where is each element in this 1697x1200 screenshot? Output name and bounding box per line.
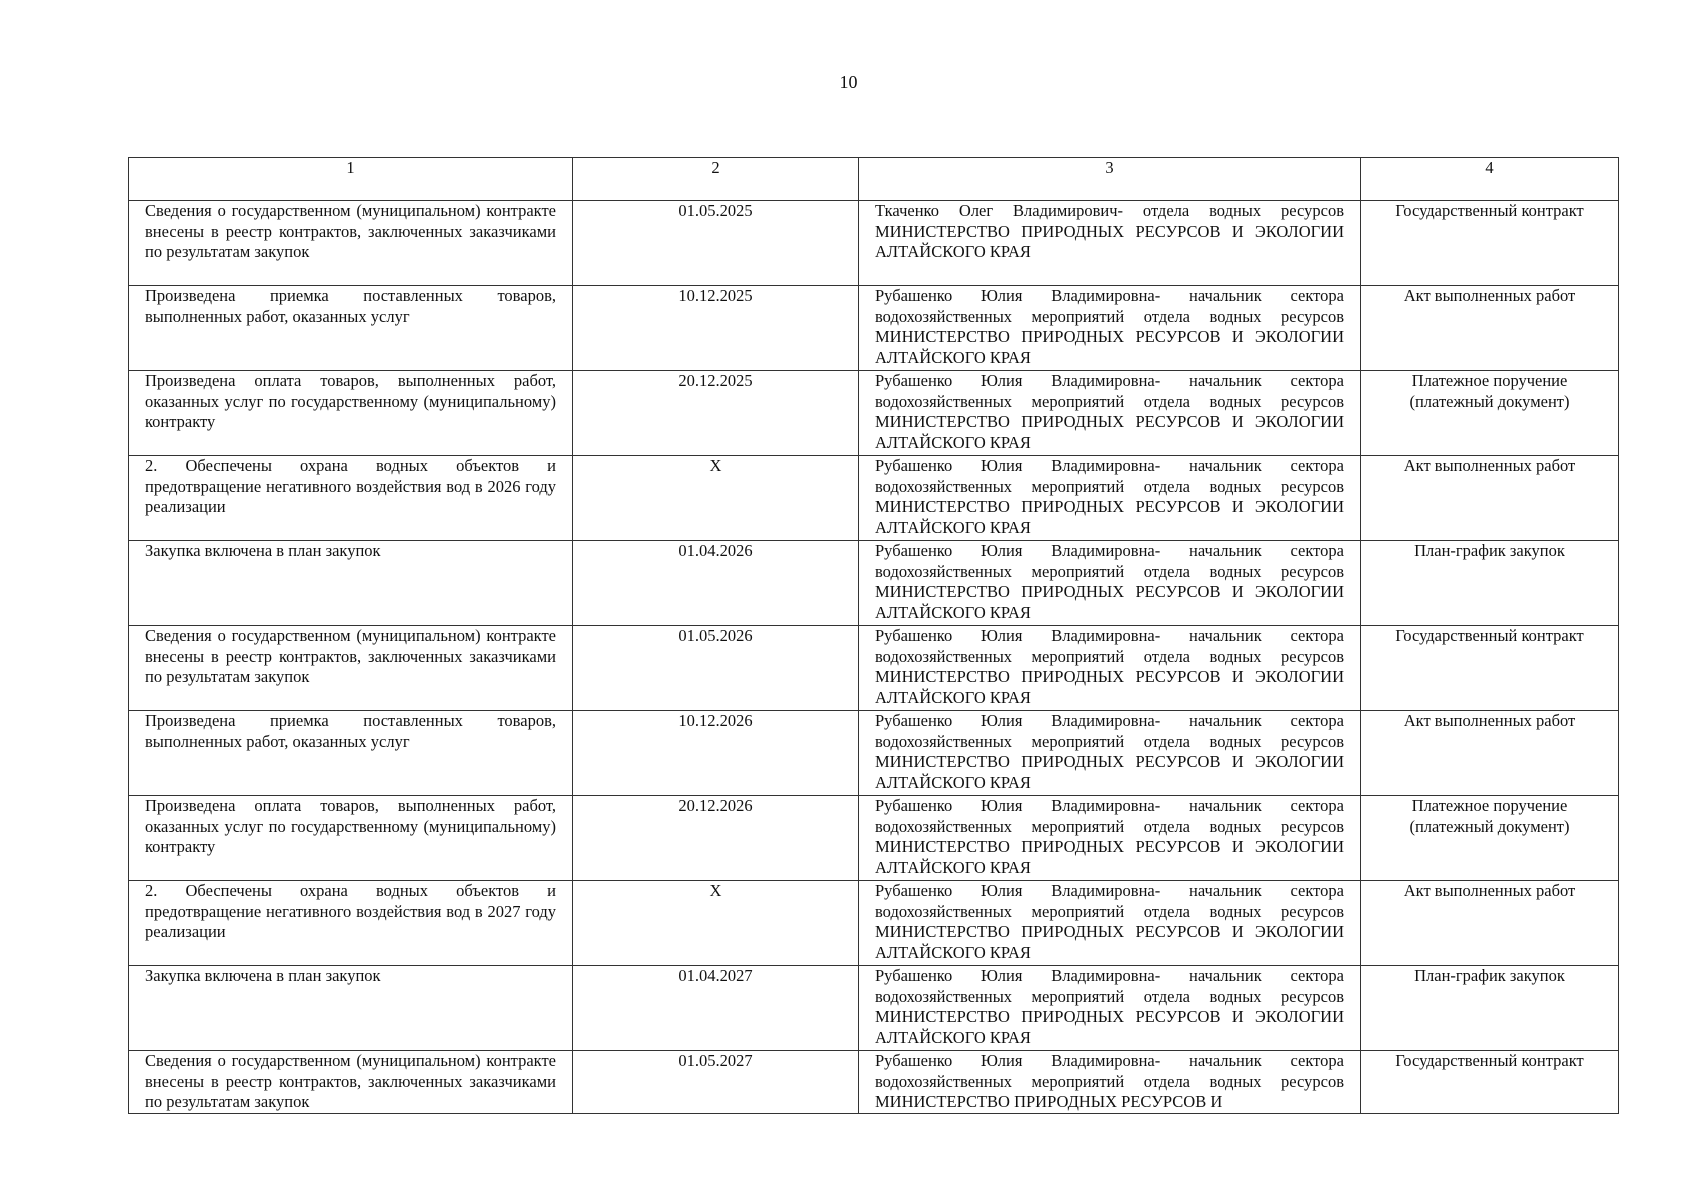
- responsible-cell: Рубашенко Юлия Владимировна- начальник сектора водохозяйственных мероприятий отдела водных ресурсов МИНИСТЕРСТВО ПРИРОДНЫХ РЕСУРСОВ И ЭКОЛОГИИ АЛТАЙСКОГО КРАЯ: [859, 796, 1361, 881]
- date-cell: 01.04.2027: [573, 966, 859, 1051]
- document-cell: Государственный контракт: [1361, 1051, 1619, 1114]
- page-number: 10: [839, 72, 858, 92]
- table-row: [129, 1051, 1619, 1114]
- responsible-cell: Рубашенко Юлия Владимировна- начальник сектора водохозяйственных мероприятий отдела водных ресурсов МИНИСТЕРСТВО ПРИРОДНЫХ РЕСУРСОВ И: [859, 1051, 1361, 1114]
- event-cell: Произведена оплата товаров, выполненных работ, оказанных услуг по государственному (муниципальному) контракту: [129, 796, 573, 881]
- schedule-table: [128, 157, 1619, 1114]
- document-cell: Акт выполненных работ: [1361, 711, 1619, 796]
- responsible-cell: Рубашенко Юлия Владимировна- начальник сектора водохозяйственных мероприятий отдела водных ресурсов МИНИСТЕРСТВО ПРИРОДНЫХ РЕСУРСОВ И ЭКОЛОГИИ АЛТАЙСКОГО КРАЯ: [859, 966, 1361, 1051]
- responsible-cell: Рубашенко Юлия Владимировна- начальник сектора водохозяйственных мероприятий отдела водных ресурсов МИНИСТЕРСТВО ПРИРОДНЫХ РЕСУРСОВ И ЭКОЛОГИИ АЛТАЙСКОГО КРАЯ: [859, 881, 1361, 966]
- table-row: [129, 201, 1619, 286]
- document-cell: План-график закупок: [1361, 966, 1619, 1051]
- table-row: [129, 371, 1619, 456]
- date-cell: 20.12.2025: [573, 371, 859, 456]
- responsible-cell: Рубашенко Юлия Владимировна- начальник сектора водохозяйственных мероприятий отдела водных ресурсов МИНИСТЕРСТВО ПРИРОДНЫХ РЕСУРСОВ И ЭКОЛОГИИ АЛТАЙСКОГО КРАЯ: [859, 626, 1361, 711]
- document-cell: План-график закупок: [1361, 541, 1619, 626]
- responsible-cell: Рубашенко Юлия Владимировна- начальник сектора водохозяйственных мероприятий отдела водных ресурсов МИНИСТЕРСТВО ПРИРОДНЫХ РЕСУРСОВ И ЭКОЛОГИИ АЛТАЙСКОГО КРАЯ: [859, 456, 1361, 541]
- event-cell: Произведена приемка поставленных товаров, выполненных работ, оказанных услуг: [129, 286, 573, 371]
- date-cell: 10.12.2025: [573, 286, 859, 371]
- date-cell: X: [573, 456, 859, 541]
- document-cell: Платежное поручение (платежный документ): [1361, 796, 1619, 881]
- event-cell: Сведения о государственном (муниципальном) контракте внесены в реестр контрактов, заключенных заказчиками по результатам закупок: [129, 626, 573, 711]
- column-header: 1: [129, 158, 573, 201]
- column-header: 3: [859, 158, 1361, 201]
- document-cell: Государственный контракт: [1361, 201, 1619, 286]
- document-cell: Акт выполненных работ: [1361, 456, 1619, 541]
- date-cell: 01.05.2027: [573, 1051, 859, 1114]
- responsible-cell: Ткаченко Олег Владимирович- отдела водных ресурсов МИНИСТЕРСТВО ПРИРОДНЫХ РЕСУРСОВ И ЭКОЛОГИИ АЛТАЙСКОГО КРАЯ: [859, 201, 1361, 286]
- event-cell: 2. Обеспечены охрана водных объектов и предотвращение негативного воздействия вод в 2027 году реализации: [129, 881, 573, 966]
- event-cell: Сведения о государственном (муниципальном) контракте внесены в реестр контрактов, заключенных заказчиками по результатам закупок: [129, 1051, 573, 1114]
- event-cell: Произведена оплата товаров, выполненных работ, оказанных услуг по государственному (муниципальному) контракту: [129, 371, 573, 456]
- table-row: [129, 711, 1619, 796]
- event-cell: Закупка включена в план закупок: [129, 541, 573, 626]
- column-header: 2: [573, 158, 859, 201]
- responsible-cell: Рубашенко Юлия Владимировна- начальник сектора водохозяйственных мероприятий отдела водных ресурсов МИНИСТЕРСТВО ПРИРОДНЫХ РЕСУРСОВ И ЭКОЛОГИИ АЛТАЙСКОГО КРАЯ: [859, 541, 1361, 626]
- event-cell: Сведения о государственном (муниципальном) контракте внесены в реестр контрактов, заключенных заказчиками по результатам закупок: [129, 201, 573, 286]
- document-cell: Государственный контракт: [1361, 626, 1619, 711]
- table-row: [129, 286, 1619, 371]
- table-row: [129, 881, 1619, 966]
- responsible-cell: Рубашенко Юлия Владимировна- начальник сектора водохозяйственных мероприятий отдела водных ресурсов МИНИСТЕРСТВО ПРИРОДНЫХ РЕСУРСОВ И ЭКОЛОГИИ АЛТАЙСКОГО КРАЯ: [859, 371, 1361, 456]
- document-cell: Акт выполненных работ: [1361, 881, 1619, 966]
- document-cell: Акт выполненных работ: [1361, 286, 1619, 371]
- date-cell: X: [573, 881, 859, 966]
- column-header: 4: [1361, 158, 1619, 201]
- table-row: [129, 966, 1619, 1051]
- event-cell: 2. Обеспечены охрана водных объектов и предотвращение негативного воздействия вод в 2026 году реализации: [129, 456, 573, 541]
- table-header-row: [129, 158, 1619, 201]
- responsible-cell: Рубашенко Юлия Владимировна- начальник сектора водохозяйственных мероприятий отдела водных ресурсов МИНИСТЕРСТВО ПРИРОДНЫХ РЕСУРСОВ И ЭКОЛОГИИ АЛТАЙСКОГО КРАЯ: [859, 286, 1361, 371]
- event-cell: Закупка включена в план закупок: [129, 966, 573, 1051]
- date-cell: 01.04.2026: [573, 541, 859, 626]
- table-row: [129, 456, 1619, 541]
- event-cell: Произведена приемка поставленных товаров, выполненных работ, оказанных услуг: [129, 711, 573, 796]
- date-cell: 20.12.2026: [573, 796, 859, 881]
- date-cell: 01.05.2026: [573, 626, 859, 711]
- date-cell: 01.05.2025: [573, 201, 859, 286]
- date-cell: 10.12.2026: [573, 711, 859, 796]
- responsible-cell: Рубашенко Юлия Владимировна- начальник сектора водохозяйственных мероприятий отдела водных ресурсов МИНИСТЕРСТВО ПРИРОДНЫХ РЕСУРСОВ И ЭКОЛОГИИ АЛТАЙСКОГО КРАЯ: [859, 711, 1361, 796]
- document-cell: Платежное поручение (платежный документ): [1361, 371, 1619, 456]
- table-row: [129, 541, 1619, 626]
- table-row: [129, 626, 1619, 711]
- table-row: [129, 796, 1619, 881]
